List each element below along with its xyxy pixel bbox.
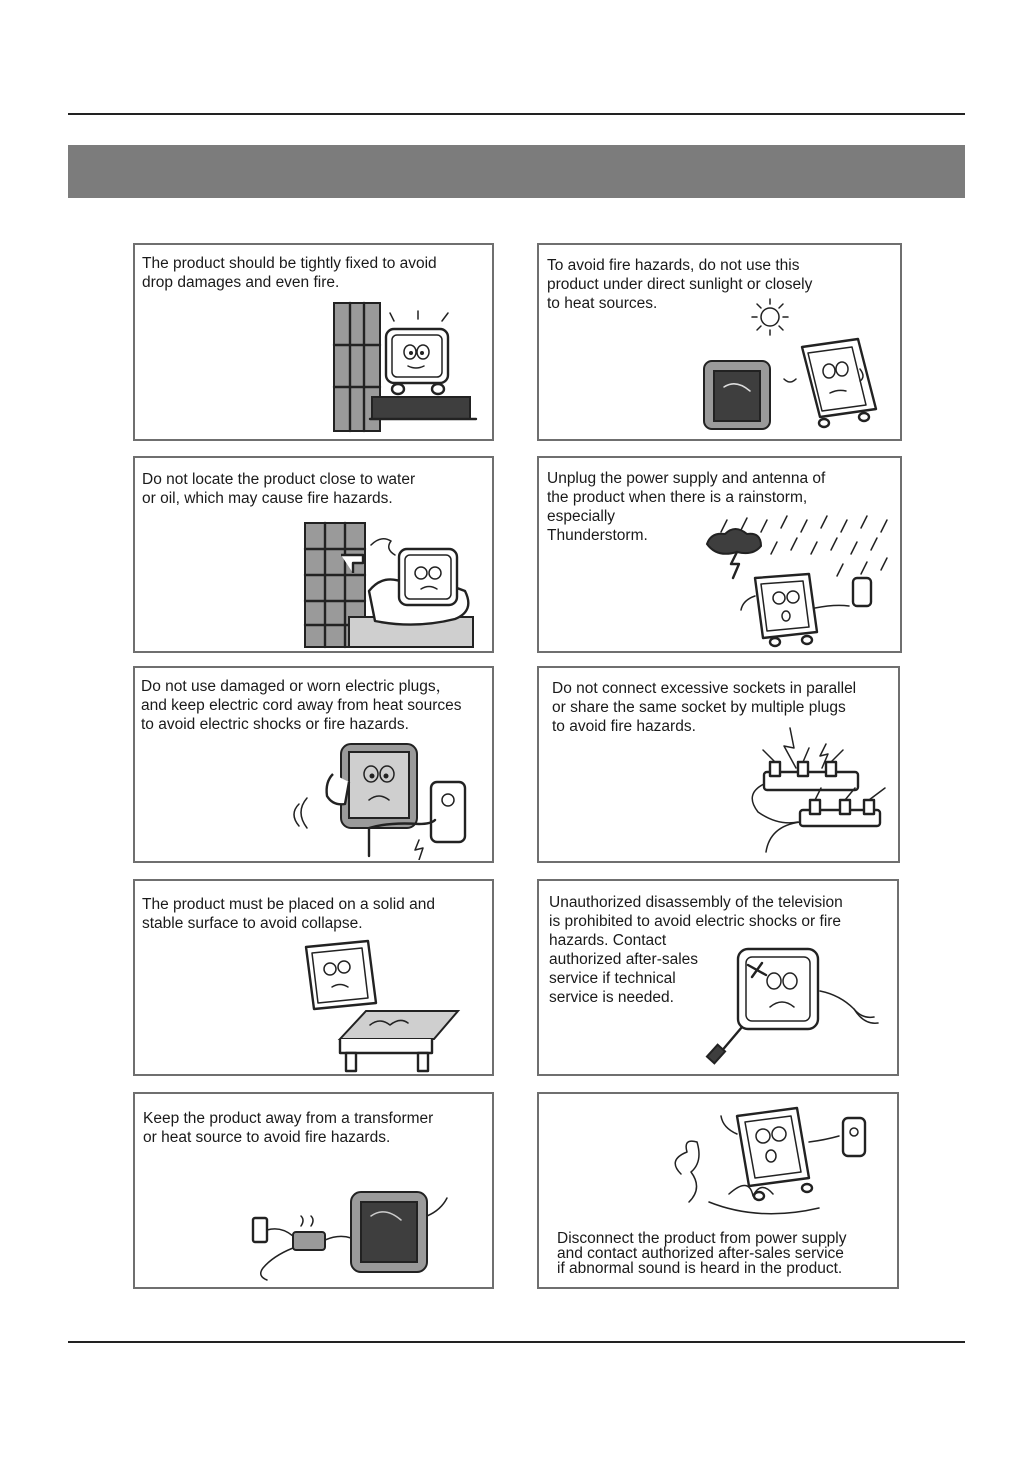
card-text: The product must be placed on a solid and stable surface to avoid collapse. xyxy=(142,896,435,932)
card-text: To avoid fire hazards, do not use this product under direct sunlight or closely to heat sources. xyxy=(547,257,813,312)
safety-card-wall-mount xyxy=(133,243,494,441)
safety-card-stable-surface xyxy=(133,879,494,1076)
tv-on-table-illustration xyxy=(300,939,470,1074)
transformer-near-tv-illustration xyxy=(245,1186,455,1286)
card-text: Do not locate the product close to water or oil, which may cause fire hazards. xyxy=(142,471,416,507)
card-text: The product should be tightly fixed to avoid drop damages and even fire. xyxy=(142,255,437,291)
safety-card-transformer xyxy=(133,1092,494,1289)
section-banner xyxy=(68,145,965,198)
tv-near-sun-heater-illustration xyxy=(684,295,894,435)
top-rule xyxy=(68,113,965,115)
card-text: Unauthorized disassembly of the television is prohibited to avoid electric shocks or fire hazards. Contact authorized after-sales service if technical service is needed. xyxy=(549,894,843,1006)
safety-card-damaged-plugs xyxy=(133,666,494,863)
tv-on-wall-bracket-illustration xyxy=(330,297,480,437)
card-text: Unplug the power supply and antenna of the product when there is a rainstorm, especially Thunderstorm. xyxy=(547,470,826,544)
safety-card-rainstorm xyxy=(537,456,902,653)
tv-in-rainstorm-illustration xyxy=(667,512,897,650)
tv-with-tools-illustration xyxy=(704,945,884,1070)
card-text: Keep the product away from a transformer or heat source to avoid fire hazards. xyxy=(143,1110,434,1146)
safety-card-abnormal-sound xyxy=(537,1092,899,1289)
tv-abnormal-sound-illustration xyxy=(659,1102,889,1227)
tv-near-faucet-illustration xyxy=(303,521,478,651)
safety-card-disassembly xyxy=(537,879,899,1076)
overloaded-power-strip-illustration xyxy=(744,724,899,859)
card-text: Disconnect the product from power supply and contact authorized after-sales service if abnormal sound is heard in the product. xyxy=(557,1230,847,1277)
card-text: Do not connect excessive sockets in parallel or share the same socket by multiple plugs to avoid fire hazards. xyxy=(552,680,857,735)
bottom-rule xyxy=(68,1341,965,1343)
tv-damaged-plug-illustration xyxy=(285,738,494,860)
safety-card-sockets xyxy=(537,666,900,863)
safety-card-water-oil xyxy=(133,456,494,653)
safety-card-heat-sources xyxy=(537,243,902,441)
card-text: Do not use damaged or worn electric plugs， and keep electric cord away from heat sources to avoid electric shocks or fire hazards. xyxy=(141,678,462,733)
